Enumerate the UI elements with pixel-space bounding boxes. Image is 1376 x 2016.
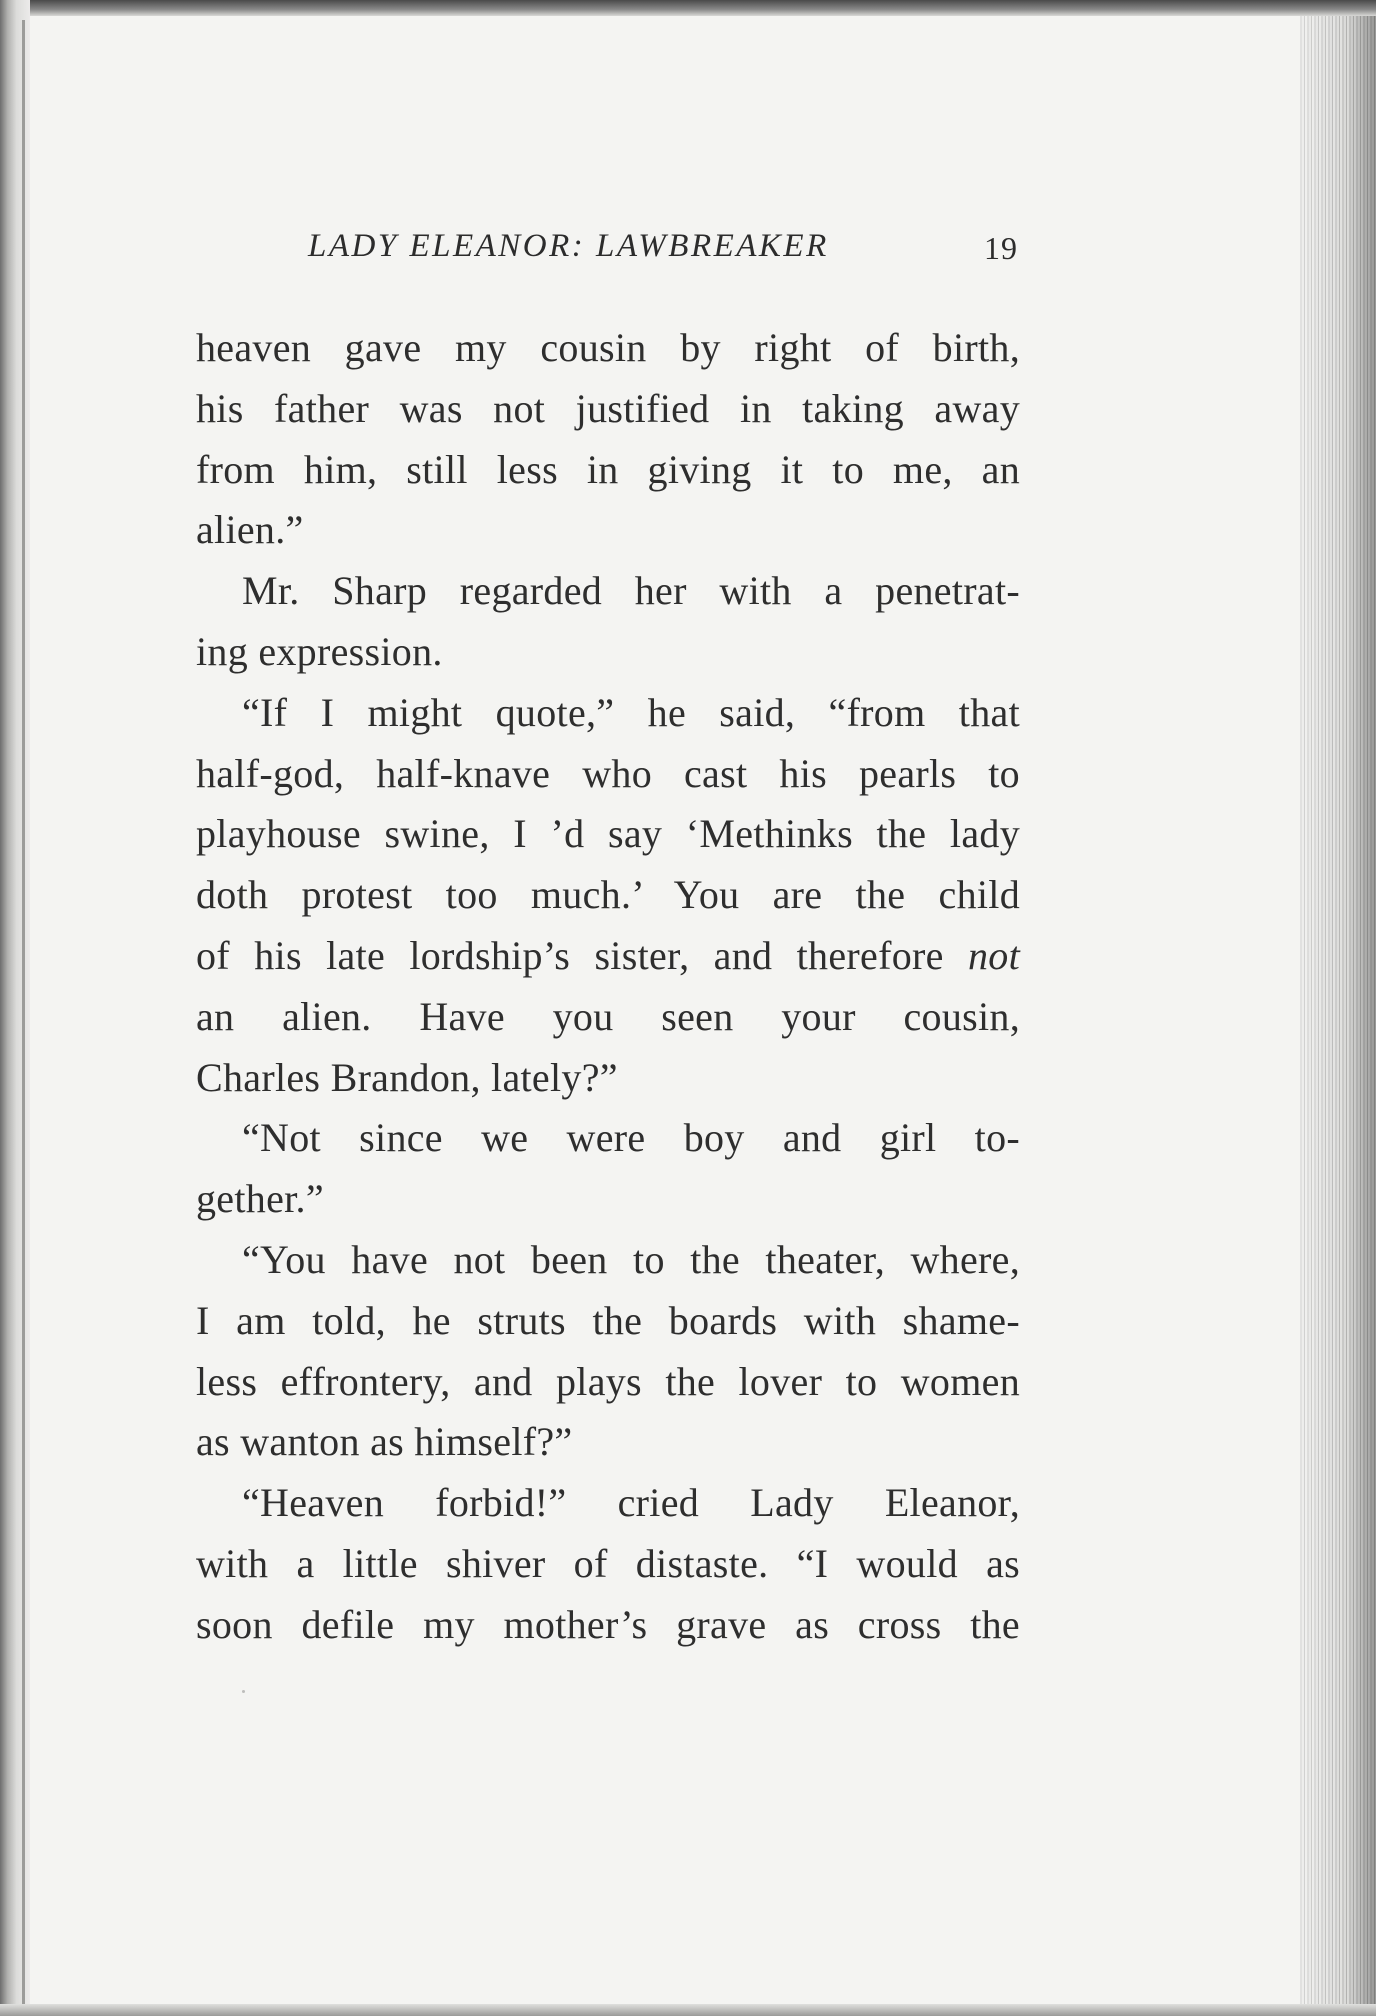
- text-line-with-italic: [196, 926, 1020, 987]
- gutter-line: [22, 20, 25, 2016]
- text-line: “Heaven forbid!” cried Lady Eleanor,: [242, 1480, 1020, 1526]
- text-line: Mr. Sharp regarded her with a penetrat-: [242, 568, 1020, 614]
- bottom-page-shadow: [0, 2004, 1376, 2016]
- paper-speck: [242, 1690, 245, 1693]
- text-line: as wanton as himself?”: [196, 1419, 573, 1465]
- text-line: half-god, half-knave who cast his pearls to: [196, 750, 1020, 796]
- top-page-shadow: [0, 0, 1376, 16]
- text-line: “You have not been to the theater, where,: [242, 1236, 1020, 1282]
- text-line: less effrontery, and plays the lover to women: [196, 1358, 1020, 1404]
- text-line-segment: of his late lordship’s sister, and therefore: [196, 932, 968, 978]
- text-line: doth protest too much.’ You are the child: [196, 872, 1020, 918]
- text-line: from him, still less in giving it to me, an: [196, 446, 1020, 492]
- text-line: Charles Brandon, lately?”: [196, 1054, 618, 1100]
- text-line: “If I might quote,” he said, “from that: [242, 689, 1020, 735]
- page-edges-shade: [1300, 16, 1376, 2016]
- text-line: playhouse swine, I ’d say ‘Methinks the lady: [196, 811, 1020, 857]
- text-line: ing expression.: [196, 628, 443, 674]
- text-line: with a little shiver of distaste. “I would as: [196, 1540, 1020, 1586]
- body-text: [196, 318, 1020, 1656]
- italic-word: not: [967, 932, 1020, 978]
- text-line: gether.”: [196, 1176, 324, 1222]
- text-line: his father was not justified in taking away: [196, 385, 1020, 431]
- text-line: I am told, he struts the boards with shame-: [196, 1297, 1020, 1343]
- text-line: “Not since we were boy and girl to-: [242, 1115, 1020, 1161]
- running-title: LADY ELEANOR: LAWBREAKER: [308, 228, 829, 264]
- running-head: [196, 228, 1020, 280]
- page-number: 19: [984, 230, 1018, 266]
- text-line: an alien. Have you seen your cousin,: [196, 993, 1020, 1039]
- text-line: soon defile my mother’s grave as cross the: [196, 1601, 1020, 1647]
- text-line: alien.”: [196, 507, 304, 553]
- book-gutter: [0, 0, 30, 2016]
- text-line: heaven gave my cousin by right of birth,: [196, 325, 1020, 370]
